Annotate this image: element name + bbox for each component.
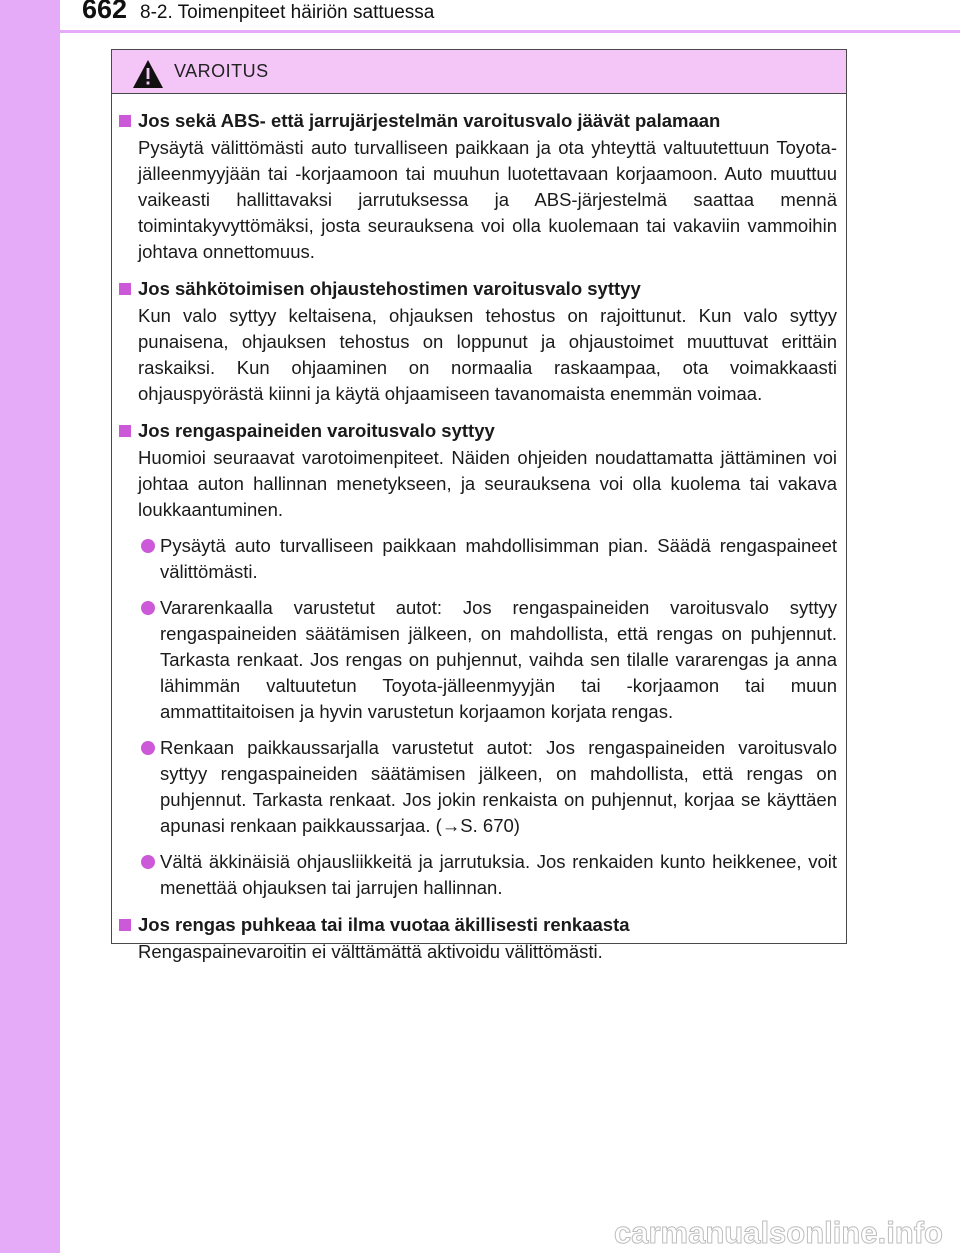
section-heading	[116, 275, 837, 303]
round-bullet-icon	[141, 601, 155, 615]
section-heading	[116, 107, 837, 135]
bullet-item	[116, 595, 837, 725]
heading-text: Jos rengas puhkeaa tai ilma vuotaa äkillisesti renkaasta	[138, 914, 630, 935]
heading-text: Jos sähkötoimisen ohjaustehostimen varoitusvalo syttyy	[138, 278, 641, 299]
square-bullet-icon	[119, 115, 131, 127]
square-bullet-icon	[119, 425, 131, 437]
section-text: Kun valo syttyy keltaisena, ohjauksen tehostus on rajoittunut. Kun valo syttyy punaisena, ohjauksen tehostus on loppunut ja ohjaustoimet muuttuvat erittäin raskaiksi. Kun ohjaaminen on normaalia raskaampaa, ota voimakkaasti ohjauspyörästä kiinni ja käytä ohjaamiseen tavanomaista enemmän voimaa.	[138, 305, 837, 404]
warning-triangle-icon	[132, 59, 164, 89]
section-text: Huomioi seuraavat varotoimenpiteet. Näiden ohjeiden noudattamatta jättäminen voi johtaa auton hallinnan menetykseen, ja seurauksena voi olla kuolema tai vakava loukkaantuminen.	[138, 447, 837, 520]
warning-header	[112, 50, 846, 94]
section-title: 8-2. Toimenpiteet häiriön sattuessa	[140, 2, 435, 23]
section-text: Pysäytä välittömästi auto turvalliseen paikkaan ja ota yhteyttä valtuutettuun Toyota-jälleenmyyjään tai -korjaamoon tai muuhun luotettavaan korjaamoon. Auto muuttuu vaikeasti hallittavaksi jarrutuksessa ja ABS-järjestelmä saattaa mennä toimintakyvyttömäksi, josta seurauksena voi olla kuolemaan tai vakaviin vammoihin johtava onnettomuus.	[138, 137, 837, 262]
heading-text: Jos rengaspaineiden varoitusvalo syttyy	[138, 420, 495, 441]
side-tab	[0, 0, 60, 1253]
bullet-text: Vältä äkkinäisiä ohjausliikkeitä ja jarrutuksia. Jos renkaiden kunto heikkenee, voit menettää ohjauksen tai jarrujen hallinnan.	[160, 851, 837, 898]
bullet-text: Vararenkaalla varustetut autot: Jos rengaspaineiden varoitusvalo syttyy rengaspaineiden säätämisen jälkeen, on mahdollista, että rengas on puhjennut. Tarkasta renkaat. Jos rengas on puhjennut, vaihda sen tilalle vararengas ja anna lähimmän valtuutetun Toyota-jälleenmyyjän tai -korjaamon tai muun ammattitaitoisen ja hyvin varustetun korjaamon korjata rengas.	[160, 597, 837, 722]
page-number: 662	[82, 0, 128, 24]
section-heading	[116, 911, 837, 939]
square-bullet-icon	[119, 283, 131, 295]
heading-text: Jos sekä ABS- että jarrujärjestelmän varoitusvalo jäävät palamaan	[138, 110, 721, 131]
bullet-item	[116, 533, 837, 585]
header-rule	[60, 30, 960, 33]
round-bullet-icon	[141, 539, 155, 553]
warning-label: VAROITUS	[174, 61, 269, 81]
square-bullet-icon	[119, 919, 131, 931]
round-bullet-icon	[141, 855, 155, 869]
watermark-text: carmanualsonline.info	[613, 1215, 943, 1250]
warning-box	[111, 49, 847, 962]
bullet-text: Renkaan paikkaussarjalla varustetut autot: Jos rengaspaineiden varoitusvalo syttyy rengaspaineiden säätämisen jälkeen, on mahdollista, että rengas on puhjennut. Tarkasta renkaat. Jos jokin renkaista on puhjennut, korjaa se käyttäen apunasi renkaan paikkaussarjaa. (→S. 670)	[160, 737, 837, 836]
bullet-item	[116, 849, 837, 901]
section-text: Rengaspainevaroitin ei välttämättä aktivoidu välittömästi.	[138, 941, 603, 962]
round-bullet-icon	[141, 741, 155, 755]
section-heading	[116, 417, 837, 445]
bullet-item	[116, 735, 837, 839]
warning-body	[112, 94, 846, 965]
bullet-text: Pysäytä auto turvalliseen paikkaan mahdollisimman pian. Säädä rengaspaineet välittömästi.	[160, 535, 837, 582]
